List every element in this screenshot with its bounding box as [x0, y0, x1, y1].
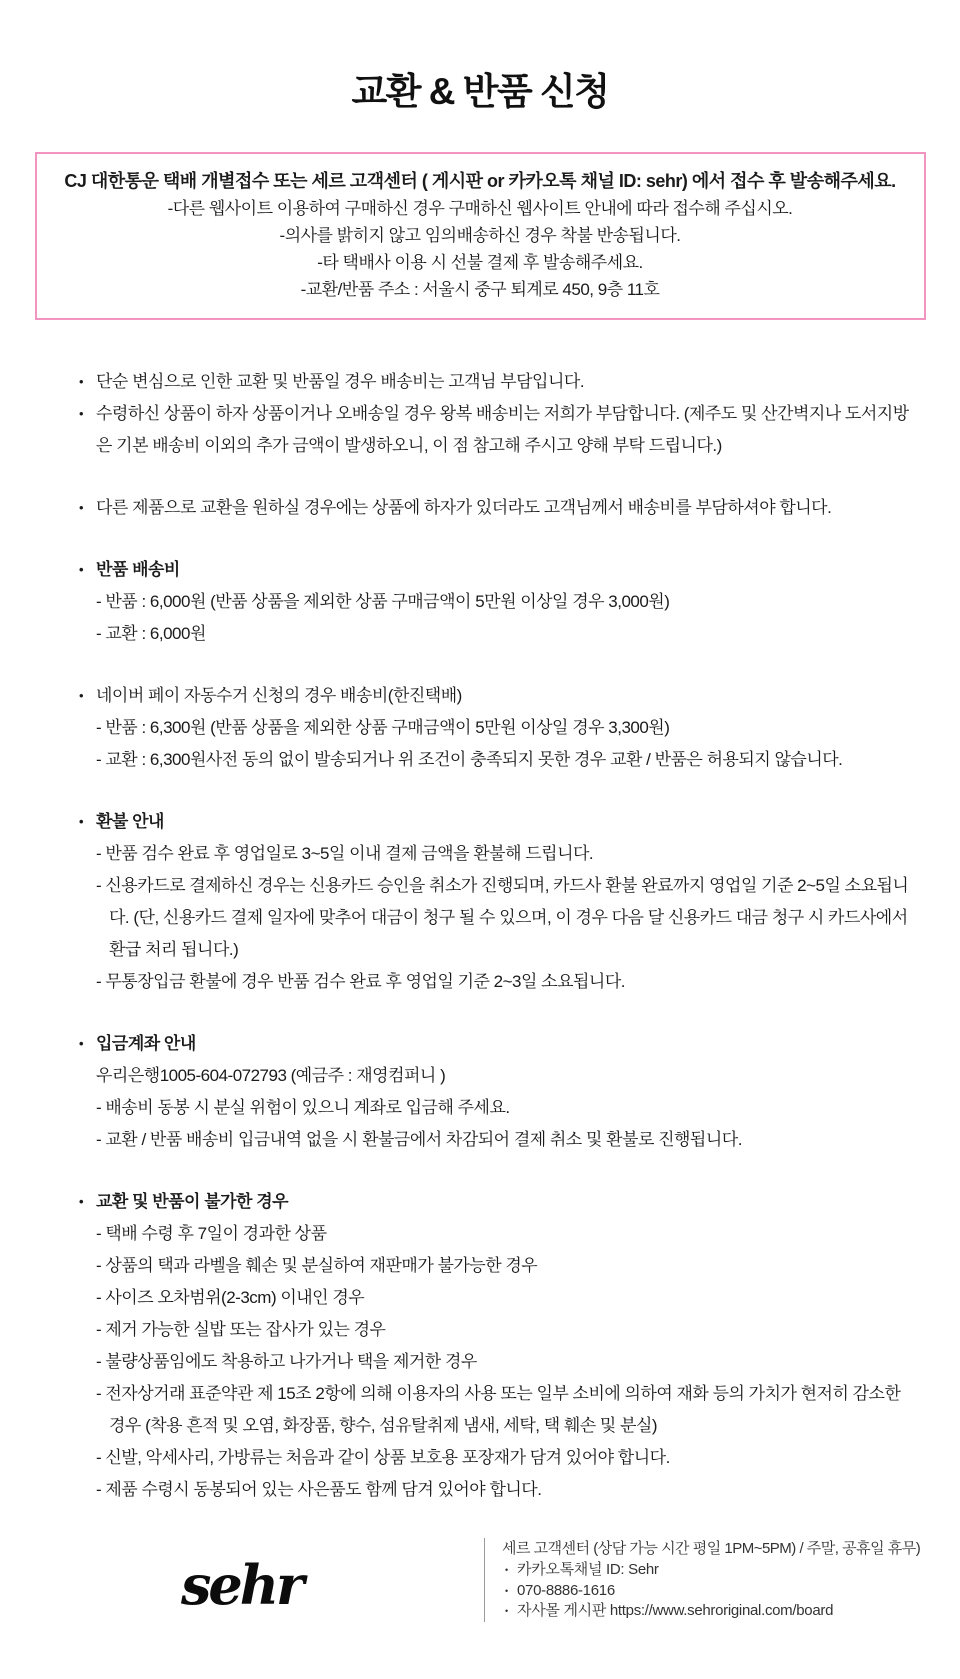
board-url: • 자사몰 게시판 https://www.sehroriginal.com/board	[502, 1601, 920, 1622]
policy-subitem: - 반품 : 6,300원 (반품 상품을 제외한 상품 구매금액이 5만원 이상일 경우 3,300원)	[96, 718, 670, 737]
kakao-channel-id: • 카카오톡채널 ID: Sehr	[502, 1560, 920, 1581]
policy-section-refund-guide	[78, 806, 910, 998]
shipping-notice-box	[35, 152, 926, 320]
policy-content	[0, 320, 960, 1506]
policy-section-not-allowed-cases	[78, 1186, 910, 1506]
policy-subitem: - 상품의 택과 라벨을 훼손 및 분실하여 재판매가 불가능한 경우	[96, 1256, 538, 1275]
customer-center-title: 세르 고객센터 (상담 가능 시간 평일 1PM~5PM) / 주말, 공휴일 휴무)	[502, 1540, 921, 1557]
section-title: • 입금계좌 안내	[78, 1028, 910, 1060]
policy-subitem: - 무통장입금 환불에 경우 반품 검수 완료 후 영업일 기준 2~3일 소요됩니다.	[96, 972, 625, 991]
section-title: • 환불 안내	[78, 806, 910, 838]
section-title: • 네이버 페이 자동수거 신청의 경우 배송비(한진택배)	[78, 680, 910, 712]
policy-section-return-shipping-fee	[78, 554, 910, 650]
policy-subitem: - 교환 : 6,300원사전 동의 없이 발송되거나 위 조건이 충족되지 못한 경우 교환 / 반품은 허용되지 않습니다.	[96, 750, 843, 769]
policy-subitem: - 택배 수령 후 7일이 경과한 상품	[96, 1224, 327, 1243]
notice-line: -다른 웹사이트 이용하여 구매하신 경우 구매하신 웹사이트 안내에 따라 접수해 주십시오.	[167, 199, 793, 218]
policy-section-naver-pay-pickup	[78, 680, 910, 776]
notice-line: -의사를 밝히지 않고 임의배송하신 경우 착불 반송됩니다.	[279, 226, 681, 245]
notice-line: -교환/반품 주소 : 서울시 중구 퇴계로 450, 9층 11호	[300, 280, 660, 299]
policy-subitem: - 교환 : 6,000원	[96, 624, 206, 643]
policy-subitem: - 제품 수령시 동봉되어 있는 사은품도 함께 담겨 있어야 합니다.	[96, 1480, 542, 1499]
policy-subitem: - 반품 검수 완료 후 영업일로 3~5일 이내 결제 금액을 환불해 드립니다.	[96, 844, 594, 863]
page-title: 교환 & 반품 신청	[351, 71, 609, 112]
bank-account-line: 우리은행1005-604-072793 (예금주 : 재영컴퍼니 )	[96, 1066, 446, 1085]
policy-section-bank-account	[78, 1028, 910, 1156]
notice-headline: CJ 대한통운 택배 개별접수 또는 세르 고객센터 ( 게시판 or 카카오톡 채널 ID: sehr) 에서 접수 후 발송해주세요.	[64, 171, 896, 191]
policy-subitem: - 전자상거래 표준약관 제 15조 2항에 의해 이용자의 사용 또는 일부 소비에 의하여 재화 등의 가치가 현저히 감소한 경우 (착용 흔적 및 오염, 화장품, 향수, 섬유탈취제 냄새, 세탁, 택 훼손 및 분실)	[96, 1384, 901, 1435]
footer	[0, 1534, 960, 1654]
brand-logo: sehr	[181, 1553, 302, 1617]
policy-subitem: - 신발, 악세사리, 가방류는 처음과 같이 상품 보호용 포장재가 담겨 있어야 합니다.	[96, 1448, 670, 1467]
policy-group-shipping-cost-basics	[78, 366, 910, 462]
section-title: • 반품 배송비	[78, 554, 910, 586]
policy-subitem: - 신용카드로 결제하신 경우는 신용카드 승인을 취소가 진행되며, 카드사 환불 완료까지 영업일 기준 2~5일 소요됩니다. (단, 신용카드 결제 일자에 맞추어 대금이 청구 될 수 있으며, 이 경우 다음 달 신용카드 대금 청구 시 카드사에서 환급 처리 됩니다.)	[96, 876, 909, 959]
policy-group-exchange-other-item	[78, 492, 910, 524]
policy-subitem: - 제거 가능한 실밥 또는 잡사가 있는 경우	[96, 1320, 386, 1339]
policy-subitem: - 불량상품임에도 착용하고 나가거나 택을 제거한 경우	[96, 1352, 477, 1371]
policy-subitem: - 배송비 동봉 시 분실 위험이 있으니 계좌로 입금해 주세요.	[96, 1098, 510, 1117]
policy-bullet: • 다른 제품으로 교환을 원하실 경우에는 상품에 하자가 있더라도 고객님께서 배송비를 부담하셔야 합니다.	[78, 492, 910, 524]
section-title: • 교환 및 반품이 불가한 경우	[78, 1186, 910, 1218]
customer-center-info	[484, 1538, 920, 1622]
phone-number: • 070-8886-1616	[502, 1581, 920, 1602]
notice-line: -타 택배사 이용 시 선불 결제 후 발송해주세요.	[317, 253, 643, 272]
policy-bullet: • 단순 변심으로 인한 교환 및 반품일 경우 배송비는 고객님 부담입니다.	[78, 366, 910, 398]
policy-subitem: - 교환 / 반품 배송비 입금내역 없을 시 환불금에서 차감되어 결제 취소 및 환불로 진행됩니다.	[96, 1130, 742, 1149]
policy-subitem: - 사이즈 오차범위(2-3cm) 이내인 경우	[96, 1288, 365, 1307]
policy-bullet: • 수령하신 상품이 하자 상품이거나 오배송일 경우 왕복 배송비는 저희가 부담합니다. (제주도 및 산간벽지나 도서지방은 기본 배송비 이외의 추가 금액이 발생하오니, 이 점 참고해 주시고 양해 부탁 드립니다.)	[78, 398, 910, 462]
policy-subitem: - 반품 : 6,000원 (반품 상품을 제외한 상품 구매금액이 5만원 이상일 경우 3,000원)	[96, 592, 670, 611]
